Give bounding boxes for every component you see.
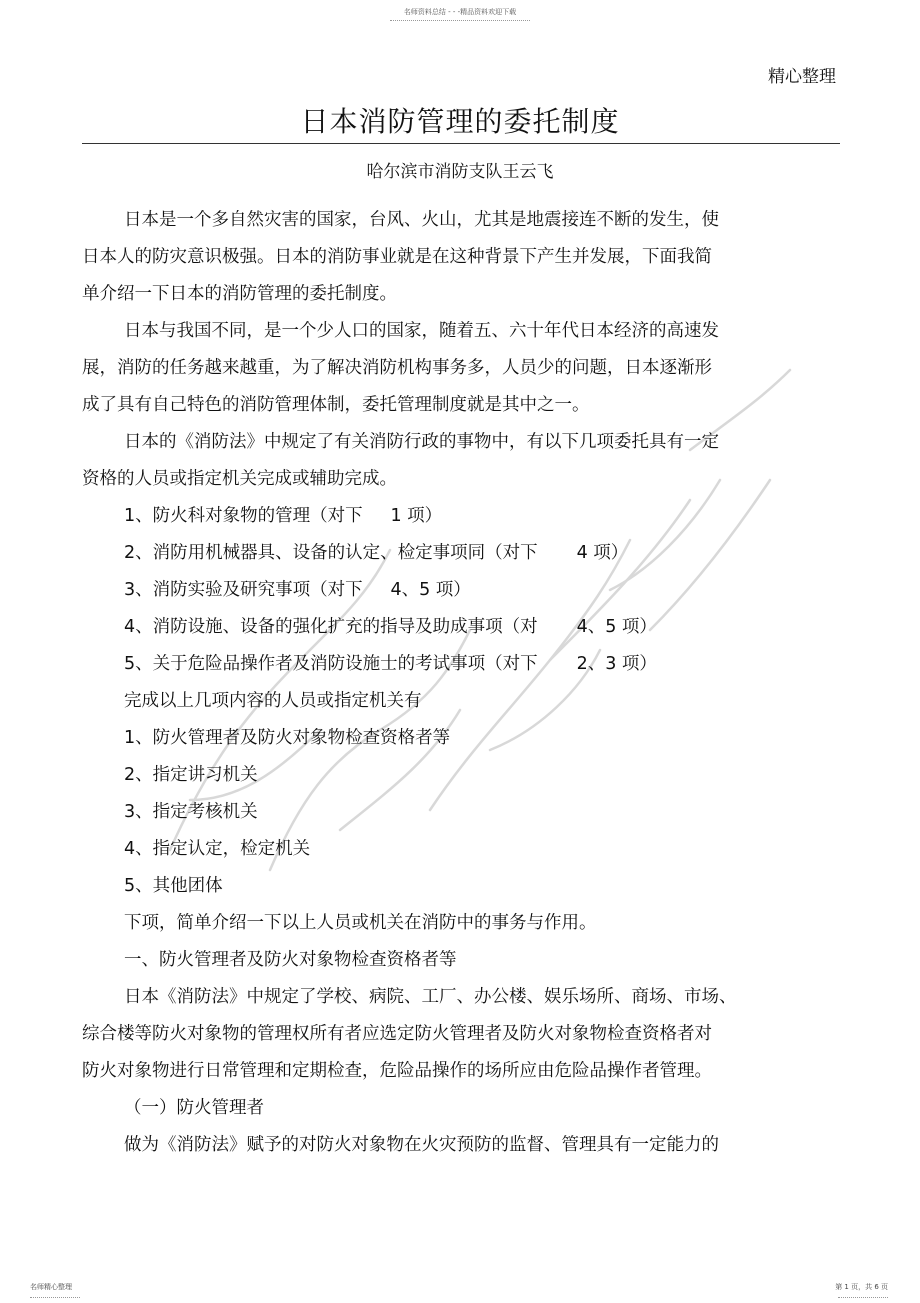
paragraph-line: 下项，简单介绍一下以上人员或机关在消防中的事务与作用。	[124, 913, 597, 933]
paragraph-line: 综合楼等防火对象物的管理权所有者应选定防火管理者及防火对象物检查资格者对	[82, 1024, 712, 1044]
paragraph-line: 成了具有自己特色的消防管理体制，委托管理制度就是其中之一。	[82, 395, 590, 415]
paragraph-line: 日本是一个多自然灾害的国家，台风、火山，尤其是地震接连不断的发生，使	[124, 210, 719, 230]
title-divider	[82, 143, 840, 144]
list-item: 3、消防实验及研究事项（对下 4、5 项）	[124, 580, 471, 600]
top-banner-text: 名师资料总结 - - -精品资料欢迎下载	[403, 8, 517, 16]
list-item: 5、其他团体	[124, 876, 223, 896]
document-body	[82, 202, 802, 1164]
paragraph-line: 日本与我国不同，是一个少人口的国家，随着五、六十年代日本经济的高速发	[124, 321, 719, 341]
list-item: 4、指定认定，检定机关	[124, 839, 311, 859]
paragraph-line: 日本人的防灾意识极强。日本的消防事业就是在这种背景下产生并发展，下面我简	[82, 247, 712, 267]
list-item: 2、指定讲习机关	[124, 765, 258, 785]
document-title: 日本消防管理的委托制度	[300, 105, 620, 138]
list-item: 4、消防设施、设备的强化扩充的指导及助成事项（对 4、5 项）	[124, 617, 657, 637]
top-banner-dots	[390, 20, 530, 21]
page-number: 第 1 页，共 6 页	[835, 1283, 888, 1291]
section-heading: 一、防火管理者及防火对象物检查资格者等	[124, 950, 457, 970]
footer-left-dots	[30, 1297, 80, 1298]
paragraph-line: 做为《消防法》赋予的对防火对象物在火灾预防的监督、管理具有一定能力的	[124, 1135, 719, 1155]
list-item: 3、指定考核机关	[124, 802, 258, 822]
list-item: 5、关于危险品操作者及消防设施士的考试事项（对下 2、3 项）	[124, 654, 657, 674]
paragraph-line: 防火对象物进行日常管理和定期检查，危险品操作的场所应由危险品操作者管理。	[82, 1061, 712, 1081]
paragraph-line: 完成以上几项内容的人员或指定机关有	[124, 691, 422, 711]
paragraph-line: 单介绍一下日本的消防管理的委托制度。	[82, 284, 397, 304]
paragraph-line: 日本《消防法》中规定了学校、病院、工厂、办公楼、娱乐场所、商场、市场、	[124, 987, 737, 1007]
footer-left-label: 名师精心整理	[30, 1283, 72, 1291]
author-byline: 哈尔滨市消防支队王云飞	[366, 162, 554, 182]
top-banner	[0, 7, 920, 21]
list-item: 1、防火科对象物的管理（对下 1 项）	[124, 506, 443, 526]
list-item: 2、消防用机械器具、设备的认定、检定事项同（对下 4 项）	[124, 543, 629, 563]
footer-right-dots	[838, 1297, 888, 1298]
brand-label: 精心整理	[768, 67, 836, 87]
paragraph-line: 展，消防的任务越来越重，为了解决消防机构事务多，人员少的问题，日本逐渐形	[82, 358, 712, 378]
paragraph-line: 资格的人员或指定机关完成或辅助完成。	[82, 469, 397, 489]
paragraph-line: 日本的《消防法》中规定了有关消防行政的事物中，有以下几项委托具有一定	[124, 432, 719, 452]
subsection-heading: （一）防火管理者	[124, 1098, 264, 1118]
list-item: 1、防火管理者及防火对象物检查资格者等	[124, 728, 451, 748]
